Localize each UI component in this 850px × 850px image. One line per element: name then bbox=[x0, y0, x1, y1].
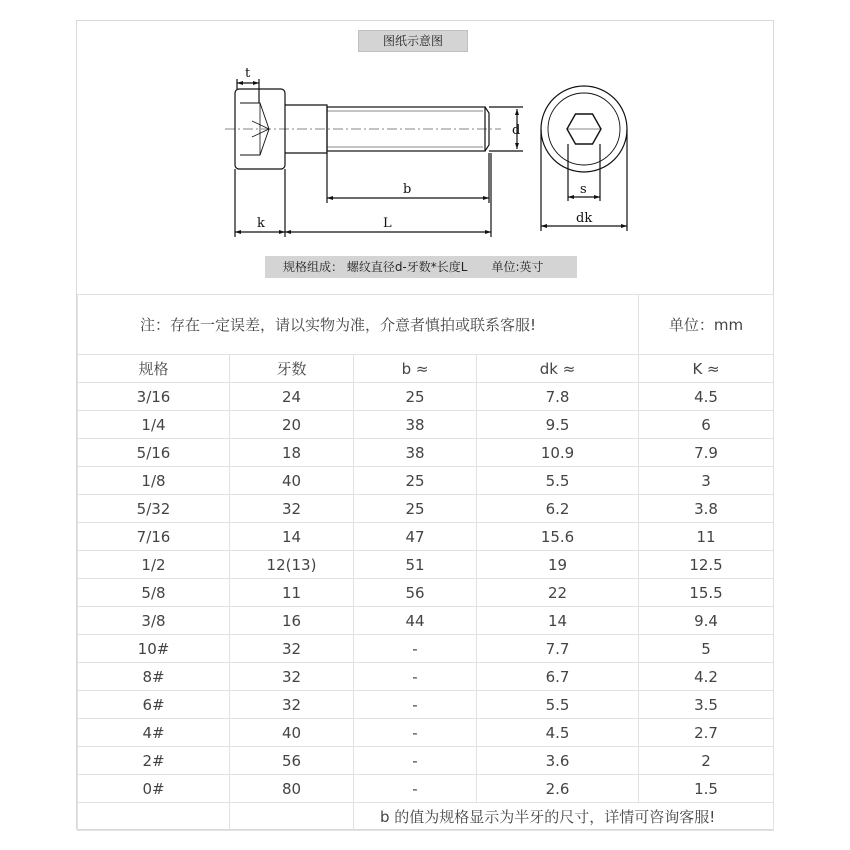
table-cell: 47 bbox=[354, 523, 477, 551]
table-cell: 7.8 bbox=[477, 383, 639, 411]
table-cell: 9.4 bbox=[639, 607, 774, 635]
table-cell: 4.5 bbox=[639, 383, 774, 411]
spec-table bbox=[77, 294, 774, 831]
table-cell: 5.5 bbox=[477, 467, 639, 495]
table-cell: 32 bbox=[230, 691, 354, 719]
table-cell: 6.2 bbox=[477, 495, 639, 523]
table-cell: - bbox=[354, 691, 477, 719]
footer-empty-cell bbox=[78, 803, 230, 831]
table-cell: 1/8 bbox=[78, 467, 230, 495]
table-cell: 6.7 bbox=[477, 663, 639, 691]
table-cell: 22 bbox=[477, 579, 639, 607]
unit-label: 单位：mm bbox=[639, 295, 774, 355]
table-cell: 0# bbox=[78, 775, 230, 803]
table-cell: 38 bbox=[354, 439, 477, 467]
footer-row bbox=[78, 803, 774, 831]
table-cell: 16 bbox=[230, 607, 354, 635]
table-cell: 2# bbox=[78, 747, 230, 775]
table-cell: 32 bbox=[230, 663, 354, 691]
table-cell: 9.5 bbox=[477, 411, 639, 439]
label-L: L bbox=[383, 216, 392, 231]
table-cell: - bbox=[354, 663, 477, 691]
bolt-drawing bbox=[77, 21, 773, 294]
header-row bbox=[78, 355, 774, 383]
table-row bbox=[78, 663, 774, 691]
label-dk: dk bbox=[576, 211, 593, 226]
diagram-title: 图纸示意图 bbox=[358, 30, 468, 52]
header-k: K ≈ bbox=[639, 355, 774, 383]
table-cell: 56 bbox=[230, 747, 354, 775]
table-cell: 51 bbox=[354, 551, 477, 579]
table-row bbox=[78, 579, 774, 607]
table-cell: 4.5 bbox=[477, 719, 639, 747]
table-cell: 24 bbox=[230, 383, 354, 411]
table-cell: 32 bbox=[230, 635, 354, 663]
table-cell: 3/8 bbox=[78, 607, 230, 635]
table-row bbox=[78, 719, 774, 747]
label-s: s bbox=[580, 182, 587, 197]
table-cell: 3 bbox=[639, 467, 774, 495]
footer-note: b 的值为规格显示为半牙的尺寸，详情可咨询客服! bbox=[354, 803, 774, 831]
table-row bbox=[78, 747, 774, 775]
table-cell: 15.5 bbox=[639, 579, 774, 607]
header-b: b ≈ bbox=[354, 355, 477, 383]
footer-empty-cell bbox=[230, 803, 354, 831]
table-cell: 1/2 bbox=[78, 551, 230, 579]
table-cell: 56 bbox=[354, 579, 477, 607]
table-cell: 19 bbox=[477, 551, 639, 579]
table-cell: 10.9 bbox=[477, 439, 639, 467]
table-cell: 25 bbox=[354, 495, 477, 523]
table-cell: 15.6 bbox=[477, 523, 639, 551]
table-cell: 5/8 bbox=[78, 579, 230, 607]
table-cell: 7/16 bbox=[78, 523, 230, 551]
table-cell: 40 bbox=[230, 719, 354, 747]
table-cell: 40 bbox=[230, 467, 354, 495]
table-cell: 80 bbox=[230, 775, 354, 803]
note-row bbox=[78, 295, 774, 355]
table-cell: - bbox=[354, 747, 477, 775]
table-cell: 5/16 bbox=[78, 439, 230, 467]
table-cell: 5 bbox=[639, 635, 774, 663]
table-cell: - bbox=[354, 635, 477, 663]
table-cell: 3.6 bbox=[477, 747, 639, 775]
table-cell: 1/4 bbox=[78, 411, 230, 439]
label-t: t bbox=[245, 66, 251, 81]
table-row bbox=[78, 383, 774, 411]
table-cell: 10# bbox=[78, 635, 230, 663]
header-spec: 规格 bbox=[78, 355, 230, 383]
caption-composition: 规格组成： 螺纹直径d-牙数*长度L bbox=[283, 260, 468, 274]
table-cell: 11 bbox=[639, 523, 774, 551]
table-cell: 3.5 bbox=[639, 691, 774, 719]
caption-unit: 单位:英寸 bbox=[491, 260, 544, 274]
table-cell: 20 bbox=[230, 411, 354, 439]
table-cell: 25 bbox=[354, 383, 477, 411]
table-row bbox=[78, 523, 774, 551]
label-d: d bbox=[512, 123, 521, 138]
header-dk: dk ≈ bbox=[477, 355, 639, 383]
table-cell: 4.2 bbox=[639, 663, 774, 691]
table-cell: 5.5 bbox=[477, 691, 639, 719]
table-cell: 18 bbox=[230, 439, 354, 467]
table-cell: 44 bbox=[354, 607, 477, 635]
table-row bbox=[78, 691, 774, 719]
table-cell: 8# bbox=[78, 663, 230, 691]
table-row bbox=[78, 551, 774, 579]
diagram-caption bbox=[265, 256, 577, 278]
table-cell: - bbox=[354, 719, 477, 747]
table-cell: 2.7 bbox=[639, 719, 774, 747]
table-cell: 11 bbox=[230, 579, 354, 607]
table-row bbox=[78, 607, 774, 635]
table-cell: 25 bbox=[354, 467, 477, 495]
label-b: b bbox=[403, 182, 412, 197]
table-cell: 2 bbox=[639, 747, 774, 775]
table-row bbox=[78, 495, 774, 523]
label-k: k bbox=[257, 216, 265, 231]
table-row bbox=[78, 467, 774, 495]
table-cell: 2.6 bbox=[477, 775, 639, 803]
table-cell: 7.7 bbox=[477, 635, 639, 663]
table-cell: 6 bbox=[639, 411, 774, 439]
table-row bbox=[78, 635, 774, 663]
table-cell: 5/32 bbox=[78, 495, 230, 523]
table-cell: 3/16 bbox=[78, 383, 230, 411]
table-cell: 7.9 bbox=[639, 439, 774, 467]
table-cell: - bbox=[354, 775, 477, 803]
table-row bbox=[78, 411, 774, 439]
table-row bbox=[78, 439, 774, 467]
table-cell: 32 bbox=[230, 495, 354, 523]
note-text: 注：存在一定误差，请以实物为准，介意者慎拍或联系客服! bbox=[78, 295, 639, 355]
table-cell: 3.8 bbox=[639, 495, 774, 523]
table-cell: 14 bbox=[477, 607, 639, 635]
table-cell: 6# bbox=[78, 691, 230, 719]
bolt-diagram bbox=[77, 21, 773, 294]
table-cell: 12(13) bbox=[230, 551, 354, 579]
table-cell: 12.5 bbox=[639, 551, 774, 579]
table-row bbox=[78, 775, 774, 803]
table-cell: 4# bbox=[78, 719, 230, 747]
header-threads: 牙数 bbox=[230, 355, 354, 383]
table-cell: 1.5 bbox=[639, 775, 774, 803]
table-cell: 14 bbox=[230, 523, 354, 551]
table-cell: 38 bbox=[354, 411, 477, 439]
